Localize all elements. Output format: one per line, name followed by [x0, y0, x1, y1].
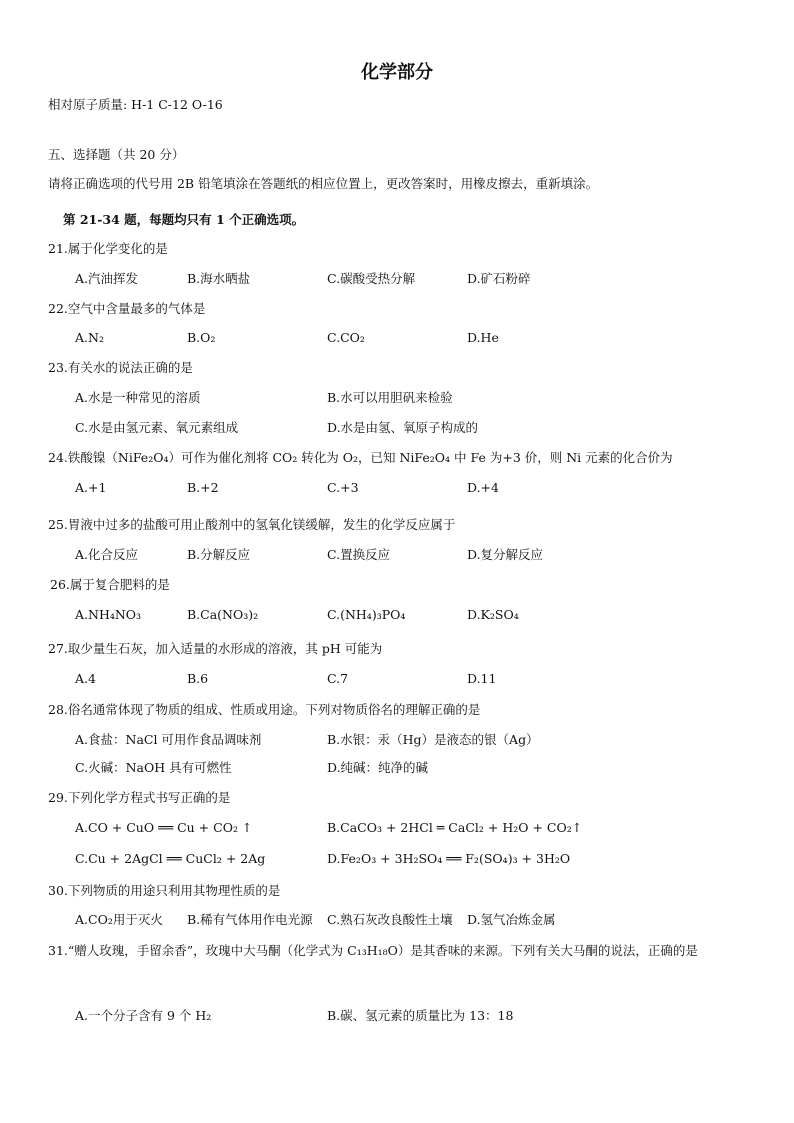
- option: A.水是一种常见的溶质: [75, 390, 201, 405]
- instruction-text: 请将正确选项的代号用 2B 铅笔填涂在答题纸的相应位置上，更改答案时，用橡皮擦去，重新填涂。: [48, 176, 599, 191]
- option: B.海水晒盐: [187, 271, 251, 286]
- option: D.纯碱：纯净的碱: [327, 760, 429, 775]
- option: C.Cu + 2AgCl ══ CuCl₂ + 2Ag: [75, 851, 266, 866]
- option: C.火碱：NaOH 具有可燃性: [75, 760, 232, 775]
- atomic-mass-line: 相对原子质量: H-1 C-12 O-16: [48, 97, 223, 112]
- option: D.Fe₂O₃ + 3H₂SO₄ ══ F₂(SO₄)₃ + 3H₂O: [327, 851, 571, 866]
- option: A.一个分子含有 9 个 H₂: [75, 1008, 212, 1023]
- question-stem: 23.有关水的说法正确的是: [48, 360, 193, 375]
- option: A.化合反应: [75, 547, 139, 562]
- option-row: [75, 670, 775, 688]
- question-stem: 22.空气中含量最多的气体是: [48, 301, 206, 316]
- option-row: [75, 850, 775, 868]
- option: B.6: [187, 671, 209, 686]
- option: C.(NH₄)₃PO₄: [327, 607, 406, 622]
- option: D.+4: [467, 480, 499, 495]
- option: B.CaCO₃ + 2HCl ═ CaCl₂ + H₂O + CO₂↑: [327, 820, 583, 835]
- option: D.水是由氢、氧原子构成的: [327, 420, 479, 435]
- option: B.水银：汞（Hg）是液态的银（Ag）: [327, 732, 539, 747]
- option-row: [75, 389, 775, 407]
- option: C.+3: [327, 480, 359, 495]
- option: A.N₂: [75, 330, 104, 345]
- option: C.水是由氢元素、氧元素组成: [75, 420, 239, 435]
- option: B.+2: [187, 480, 219, 495]
- option: D.11: [467, 671, 497, 686]
- option: B.水可以用胆矾来检验: [327, 390, 453, 405]
- option-row: [75, 1007, 775, 1025]
- option: B.稀有气体用作电光源: [187, 912, 313, 927]
- option: D.He: [467, 330, 499, 345]
- option: D.复分解反应: [467, 547, 544, 562]
- question-stem: 27.取少量生石灰，加入适量的水形成的溶液，其 pH 可能为: [48, 641, 383, 656]
- question-stem: 21.属于化学变化的是: [48, 241, 168, 256]
- option-row: [75, 606, 775, 624]
- option-row: [75, 759, 775, 777]
- option: B.O₂: [187, 330, 216, 345]
- option: C.熟石灰改良酸性土壤: [327, 912, 453, 927]
- option: B.分解反应: [187, 547, 251, 562]
- option: D.矿石粉碎: [467, 271, 531, 286]
- section-heading: 五、选择题（共 20 分）: [48, 147, 185, 162]
- question-stem: 26.属于复合肥料的是: [50, 577, 170, 592]
- question-stem: 29.下列化学方程式书写正确的是: [48, 790, 231, 805]
- option-row: [75, 911, 775, 929]
- option-row: [75, 546, 775, 564]
- option: A.汽油挥发: [75, 271, 139, 286]
- option-row: [75, 479, 775, 497]
- question-stem: 28.俗名通常体现了物质的组成、性质或用途。下列对物质俗名的理解正确的是: [48, 702, 481, 717]
- option: A.4: [75, 671, 96, 686]
- option: A.CO + CuO ══ Cu + CO₂ ↑: [75, 820, 253, 835]
- option: C.置换反应: [327, 547, 391, 562]
- option: C.7: [327, 671, 349, 686]
- question-stem: 30.下列物质的用途只利用其物理性质的是: [48, 883, 281, 898]
- option: B.碳、氢元素的质量比为 13：18: [327, 1008, 514, 1023]
- option: A.+1: [75, 480, 107, 495]
- subsection-heading: 第 21-34 题，每题均只有 1 个正确选项。: [63, 212, 305, 227]
- option: D.K₂SO₄: [467, 607, 519, 622]
- question-stem: 25.胃液中过多的盐酸可用止酸剂中的氢氧化镁缓解，发生的化学反应属于: [48, 517, 456, 532]
- option-row: [75, 819, 775, 837]
- option-row: [75, 731, 775, 749]
- option: B.Ca(NO₃)₂: [187, 607, 259, 622]
- option: C.CO₂: [327, 330, 365, 345]
- option: A.NH₄NO₃: [75, 607, 142, 622]
- question-stem: 31.“赠人玫瑰，手留余香”，玫瑰中大马酮（化学式为 C₁₃H₁₈O）是其香味的来源。下列有关大马酮的说法，正确的是: [48, 943, 698, 958]
- page-title: 化学部分: [361, 62, 433, 83]
- option: A.食盐：NaCl 可用作食品调味剂: [75, 732, 262, 747]
- option-row: [75, 419, 775, 437]
- option-row: [75, 329, 775, 347]
- question-stem: 24.铁酸镍（NiFe₂O₄）可作为催化剂将 CO₂ 转化为 O₂，已知 NiFe₂O₄ 中 Fe 为+3 价，则 Ni 元素的化合价为: [48, 450, 673, 465]
- option: C.碳酸受热分解: [327, 271, 416, 286]
- option: D.氢气冶炼金属: [467, 912, 556, 927]
- option-row: [75, 270, 775, 288]
- option: A.CO₂用于灭火: [75, 912, 163, 927]
